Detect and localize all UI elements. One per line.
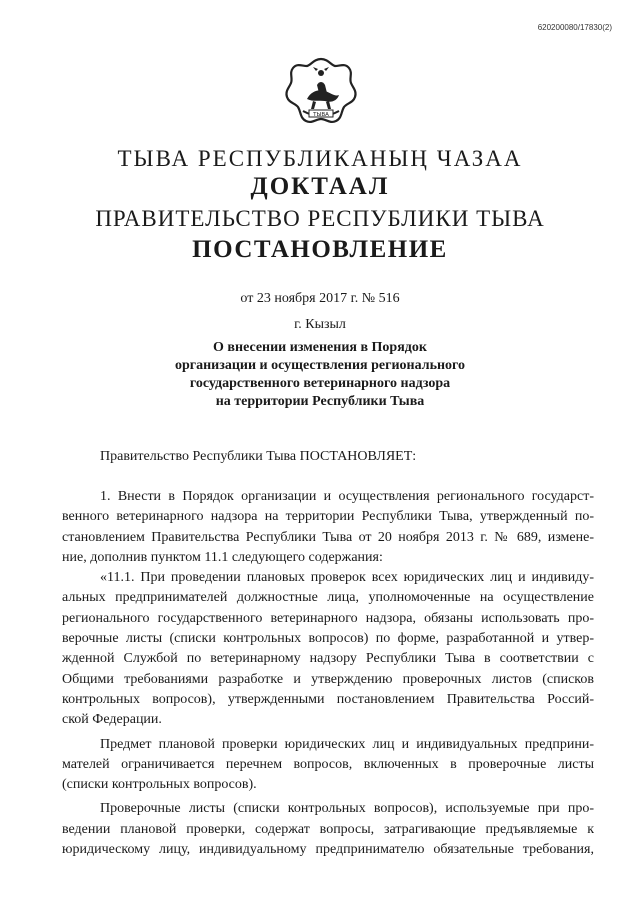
title-line: организации и осуществления регионального [174,358,466,373]
document-registration-number: 620200080/17830(2) [537,23,612,32]
text-line: жденной Службой по ветеринарному надзору Республики Тыва в соответствии с [62,651,594,667]
paragraph-4 [62,799,594,860]
decree-subject-title [0,339,640,411]
title-line: государственного ветеринарного надзора [189,376,451,391]
text-line: венного ветеринарного надзора на территории Республики Тыва, утвержденный по- [62,509,594,525]
decree-statement: Правительство Республики Тыва ПОСТАНОВЛЯЕТ: [100,449,417,464]
text-line: юридическому лицу, индивидуальному предпринимателю обязательные требования, [62,842,594,858]
text-line: становлением Правительства Республики Тыва от 20 ноября 2013 г. № 689, измене- [62,529,594,545]
decree-date-number: от 23 ноября 2017 г. № 516 [240,291,400,306]
header-decree-title: ПОСТАНОВЛЕНИЕ [192,236,448,263]
text-line: Проверочные листы (списки контрольных вопросов), используемые при про- [100,801,594,817]
title-line: на территории Республики Тыва [215,394,425,409]
text-line: регионального государственного ветеринарного надзора, обязаны использовать про- [62,610,594,626]
text-line: ведении плановой проверки, содержат вопросы, затрагивающие предъявляемые к [62,821,594,837]
paragraph-1 [62,487,594,568]
title-line: О внесении изменения в Порядок [213,340,427,355]
paragraph-3 [62,735,594,796]
text-line: ние, дополнив пунктом 11.1 следующего содержания: [62,549,383,565]
tuva-coat-of-arms-icon [283,55,359,131]
header-tuvan-government: ТЫВА РЕСПУБЛИКАНЫҢ ЧАЗАА [117,146,523,171]
header-government-title: ПРАВИТЕЛЬСТВО РЕСПУБЛИКИ ТЫВА [95,206,545,231]
text-line: (списки контрольных вопросов). [62,777,257,793]
text-line: 1. Внести в Порядок организации и осуществления регионального государст- [100,489,594,504]
text-line: Предмет плановой проверки юридических лиц и индивидуальных предприни- [100,736,594,752]
decree-city: г. Кызыл [294,317,346,332]
header-tuvan-decree: ДОКТААЛ [250,173,390,200]
paragraph-2 [62,568,594,730]
text-line: мателей ограничивается перечнем вопросов, включенных в проверочные листы [62,756,594,772]
text-line: альных предпринимателей должностные лица, уполномоченные на осуществление [62,590,594,606]
text-line: контрольных вопросов), утвержденными постановлением Правительства Россий- [62,691,594,707]
document-body [62,487,594,860]
emblem-label: ТЫВА [313,112,329,118]
text-line: Общими требованиями разработке и утверждению проверочных листов (списков [62,671,594,687]
text-line: ской Федерации. [62,712,162,728]
text-line: «11.1. При проведении плановых проверок всех юридических лиц и индивиду- [100,570,594,586]
text-line: верочные листы (списки контрольных вопросов) по форме, разработанной и утвер- [62,631,594,647]
